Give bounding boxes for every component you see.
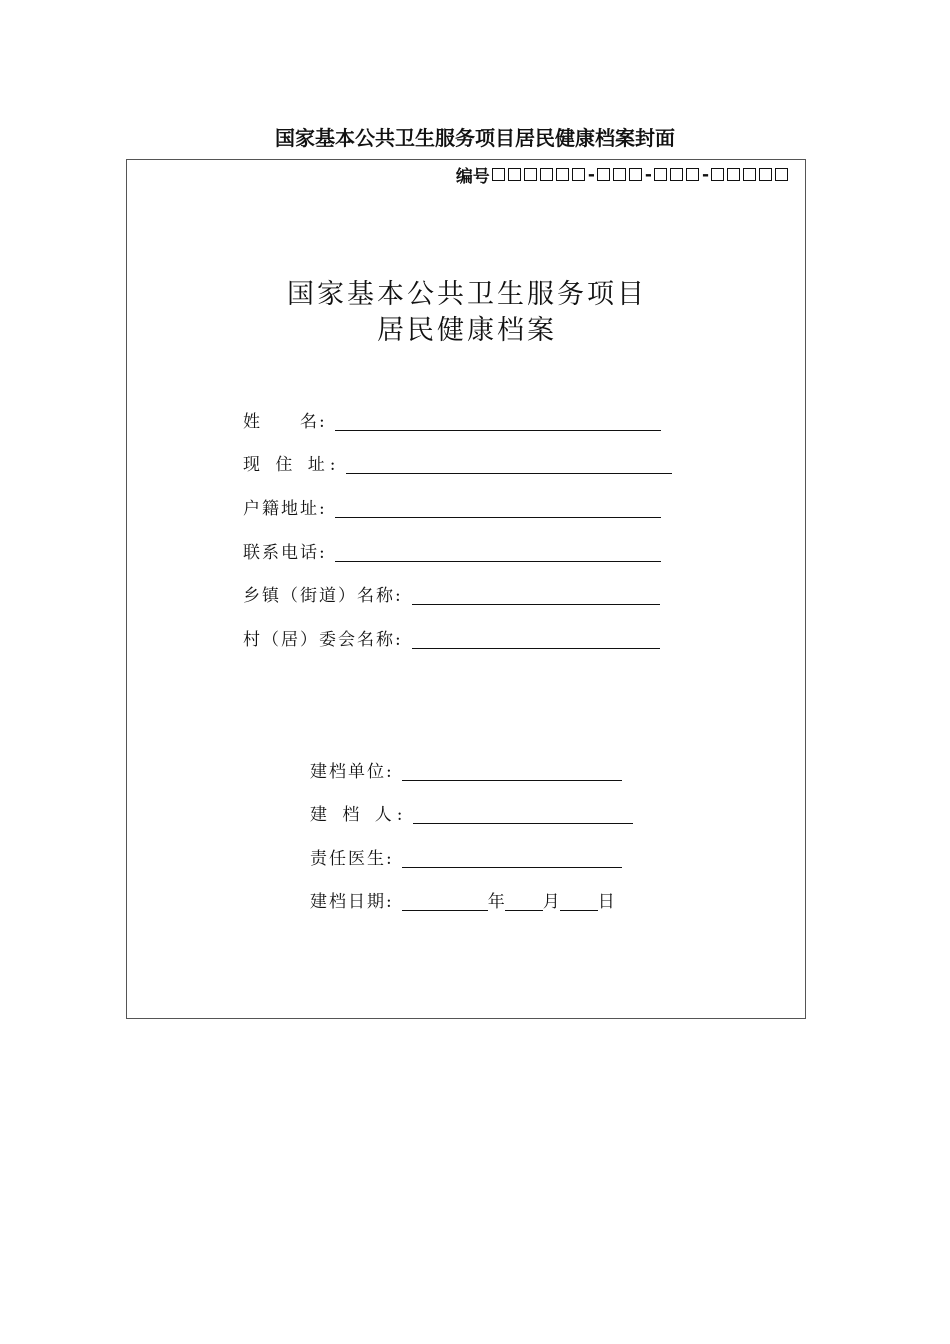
field-household-address	[243, 494, 661, 519]
field-name-line[interactable]	[335, 429, 661, 431]
field-village-committee	[243, 625, 660, 650]
serial-digit-box[interactable]	[508, 168, 521, 181]
serial-digit-box[interactable]	[775, 168, 788, 181]
field-household-address-label: 户籍地址:	[243, 499, 327, 519]
serial-digit-box[interactable]	[743, 168, 756, 181]
serial-digit-box[interactable]	[629, 168, 642, 181]
field-village-committee-line[interactable]	[412, 647, 660, 649]
serial-digit-box[interactable]	[572, 168, 585, 181]
filing-date-day-line[interactable]	[560, 909, 598, 911]
filing-date-day-unit: 日	[597, 892, 615, 912]
field-filer	[310, 800, 633, 825]
field-current-address-line[interactable]	[346, 472, 672, 474]
field-filing-date	[310, 887, 615, 912]
serial-digit-box[interactable]	[524, 168, 537, 181]
field-name-label: 姓 名:	[243, 412, 327, 432]
field-doctor-line[interactable]	[402, 866, 622, 868]
serial-digit-box[interactable]	[759, 168, 772, 181]
cover-title-line2: 居民健康档案	[377, 315, 557, 346]
serial-label: 编号	[455, 167, 490, 187]
serial-separator: -	[587, 164, 595, 185]
cover-frame	[126, 159, 806, 1019]
field-filing-unit-label: 建档单位:	[310, 762, 394, 782]
filing-date-year-line[interactable]	[402, 909, 488, 911]
field-village-committee-label: 村（居）委会名称:	[243, 630, 403, 650]
field-current-address	[243, 450, 672, 475]
field-household-address-line[interactable]	[335, 516, 661, 518]
filing-date-year-unit: 年	[487, 892, 505, 912]
serial-digit-box[interactable]	[727, 168, 740, 181]
field-township-line[interactable]	[412, 603, 660, 605]
page-heading: 国家基本公共卫生服务项目居民健康档案封面	[275, 126, 675, 150]
field-township-label: 乡镇（街道）名称:	[243, 586, 403, 606]
field-filing-date-label: 建档日期:	[310, 892, 394, 912]
serial-digit-box[interactable]	[711, 168, 724, 181]
field-doctor-label: 责任医生:	[310, 849, 394, 869]
field-filer-line[interactable]	[413, 822, 633, 824]
serial-digit-boxes	[492, 165, 791, 185]
field-filing-unit-line[interactable]	[402, 779, 622, 781]
field-name	[243, 407, 661, 432]
field-filer-label: 建 档 人:	[310, 805, 408, 825]
serial-digit-box[interactable]	[613, 168, 626, 181]
serial-digit-box[interactable]	[597, 168, 610, 181]
serial-digit-box[interactable]	[556, 168, 569, 181]
serial-digit-box[interactable]	[492, 168, 505, 181]
field-phone-label: 联系电话:	[243, 543, 327, 563]
field-township	[243, 581, 660, 606]
field-filing-unit	[310, 757, 622, 782]
filing-date-month-unit: 月	[542, 892, 560, 912]
serial-separator: -	[701, 164, 709, 185]
serial-number	[456, 162, 791, 187]
serial-digit-box[interactable]	[686, 168, 699, 181]
filing-date-month-line[interactable]	[505, 909, 543, 911]
serial-digit-box[interactable]	[654, 168, 667, 181]
cover-title-line1: 国家基本公共卫生服务项目	[287, 279, 647, 310]
field-current-address-label: 现 住 址:	[243, 455, 341, 475]
field-phone	[243, 538, 661, 563]
serial-digit-box[interactable]	[670, 168, 683, 181]
serial-digit-box[interactable]	[540, 168, 553, 181]
field-doctor	[310, 844, 622, 869]
serial-separator: -	[644, 164, 652, 185]
field-phone-line[interactable]	[335, 560, 661, 562]
